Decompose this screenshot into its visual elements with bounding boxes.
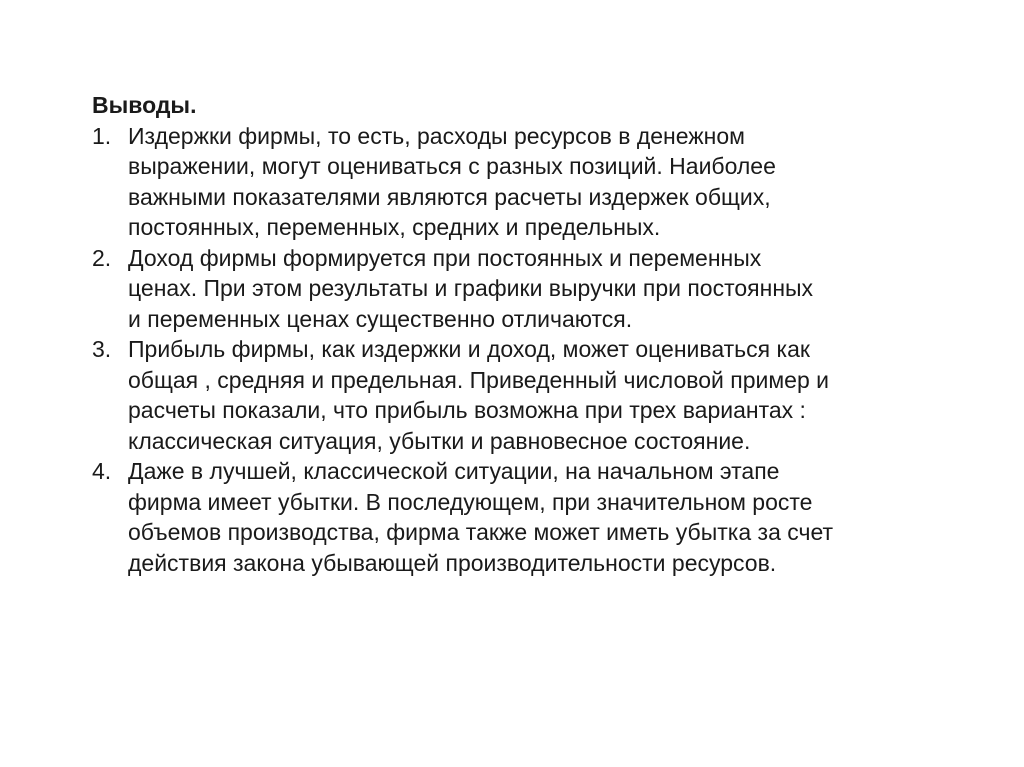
list-item [92,121,932,243]
list-item-number: 3. [92,336,112,362]
list-item-number: 4. [92,458,112,484]
conclusions-list [92,121,932,579]
slide-heading: Выводы. [92,92,197,118]
slide-content [92,90,932,578]
list-item-text: Доход фирмы формируется при постоянных и переменных ценах. При этом результаты и графики выручки при постоянных и переменных ценах существенно отличаются. [128,244,814,332]
list-item [92,334,932,456]
list-item-text: Издержки фирмы, то есть, расходы ресурсов в денежном выражении, могут оцениваться с разных позиций. Наиболее важными показателями являются расчеты издержек общих, постоянных, переменных, средних и предельных. [128,122,776,240]
list-item-number: 2. [92,244,112,271]
list-item [92,456,932,578]
list-item-text: Прибыль фирмы, как издержки и доход, может оцениваться как общая , средняя и предельная. Приведенный числовой пример и расчеты показали, что прибыль возможна при трех вариантах : классическая ситуация, убытки и равновесное состояние. [128,336,829,454]
list-item [92,243,932,335]
list-item-number: 1. [92,122,112,149]
list-item-text: Даже в лучшей, классической ситуации, на начальном этапе фирма имеет убытки. В последующем, при значительном росте объемов производства, фирма также может иметь убытка за счет действия закона убывающей производительности ресурсов. [128,458,834,576]
